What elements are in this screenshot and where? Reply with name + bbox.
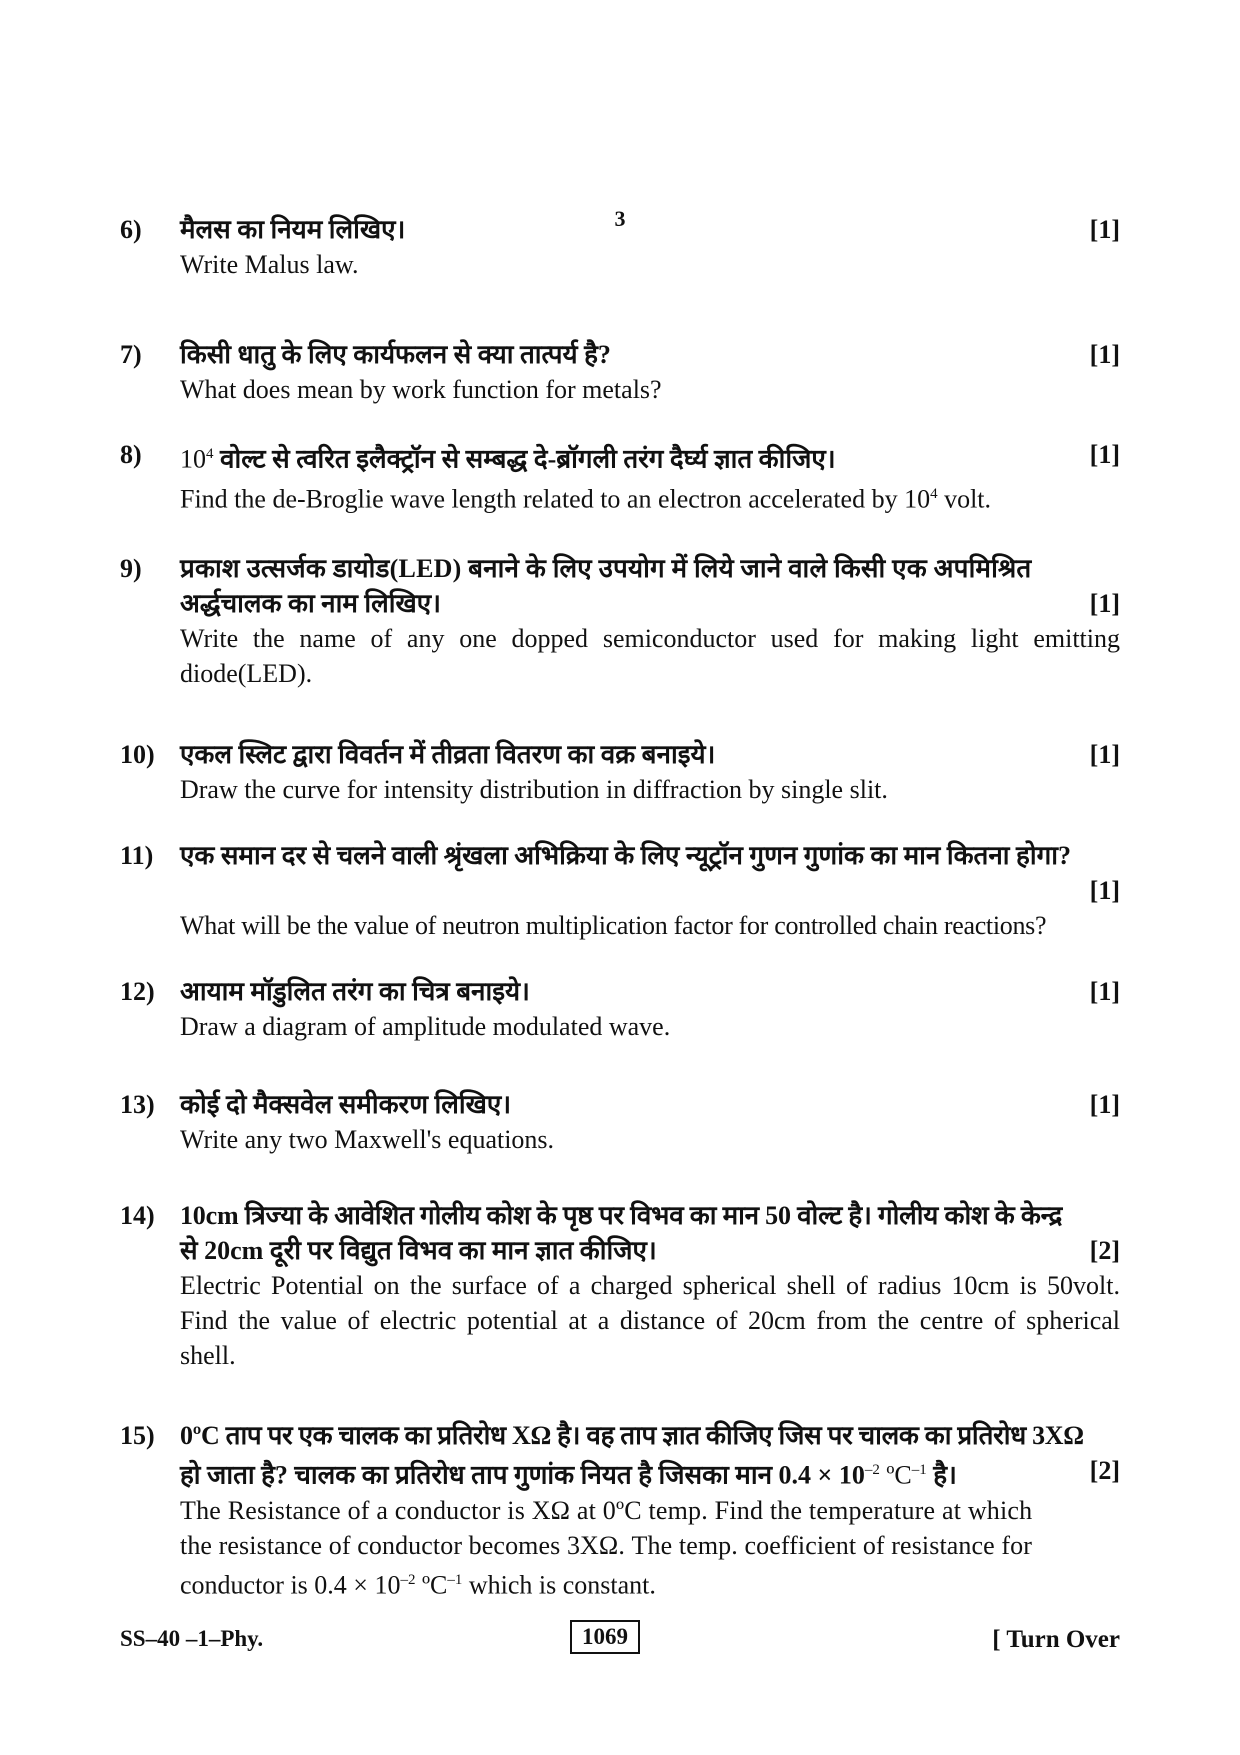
hindi-text: 10 xyxy=(180,444,206,474)
question-english: Write the name of any one dopped semiconductor used for making light emitting diode(LED). xyxy=(180,624,1120,688)
question-11 xyxy=(120,838,1120,943)
paper-code: SS–40 –1–Phy. xyxy=(120,1626,264,1651)
question-english: Write any two Maxwell's equations. xyxy=(180,1125,555,1154)
question-marks: [1] xyxy=(1089,876,1120,905)
question-6 xyxy=(120,212,1120,282)
question-marks: [1] xyxy=(1089,215,1120,244)
english-text: Find the de-Broglie wave length related to an electron accelerated by 10 xyxy=(180,484,931,514)
superscript: –1 xyxy=(911,1462,927,1478)
question-marks: [1] xyxy=(1089,977,1120,1006)
question-hindi: मैलस का नियम लिखिए। xyxy=(180,215,406,244)
question-marks: [1] xyxy=(1089,740,1120,769)
turn-over-label: [ Turn Over xyxy=(992,1626,1120,1653)
question-9 xyxy=(120,551,1120,691)
question-number: 6) xyxy=(120,215,142,244)
question-hindi: आयाम मॉडुलित तरंग का चित्र बनाइये। xyxy=(180,977,530,1006)
question-english: Draw a diagram of amplitude modulated wave. xyxy=(180,1012,671,1041)
question-number: 7) xyxy=(120,340,142,369)
question-hindi: कोई दो मैक्सवेल समीकरण लिखिए। xyxy=(180,1090,512,1119)
question-english-line2: the resistance of conductor becomes 3XΩ. The temp. coefficient of resistance for xyxy=(180,1530,1033,1560)
hindi-text: हो जाता है? चालक का प्रतिरोध ताप गुणांक नियत है जिसका मान 0.4 × 10 xyxy=(180,1460,865,1490)
question-hindi-line2: से 20cm दूरी पर विद्युत विभव का मान ज्ञात कीजिए। xyxy=(180,1236,657,1265)
hindi-text: वोल्ट से त्वरित इलैक्ट्रॉन से सम्बद्ध दे-ब्रॉगली तरंग दैर्घ्य ज्ञात कीजिए। xyxy=(213,444,836,474)
question-marks: [1] xyxy=(1089,340,1120,369)
question-english-line3 xyxy=(180,1563,1120,1603)
question-english: What will be the value of neutron multiplication factor for controlled chain reactions? xyxy=(180,911,1047,940)
superscript: 4 xyxy=(206,446,214,462)
page-id-box: 1069 xyxy=(570,1620,640,1654)
question-hindi-line1: 10cm त्रिज्या के आवेशित गोलीय कोश के पृष्ठ पर विभव का मान 50 वोल्ट है। गोलीय कोश के केन्द्र xyxy=(180,1201,1063,1230)
superscript: 4 xyxy=(930,485,938,502)
question-8 xyxy=(120,437,1120,516)
question-hindi-line1: प्रकाश उत्सर्जक डायोड(LED) बनाने के लिए उपयोग में लिये जाने वाले किसी एक अपमिश्रित xyxy=(180,554,1032,583)
question-marks: [1] xyxy=(1089,1090,1120,1119)
question-english: What does mean by work function for metals? xyxy=(180,375,662,404)
question-number: 15) xyxy=(120,1421,155,1450)
question-english: Draw the curve for intensity distribution in diffraction by single slit. xyxy=(180,775,888,804)
question-marks: [1] xyxy=(1089,589,1120,618)
superscript: –1 xyxy=(447,1571,463,1588)
question-english: Write Malus law. xyxy=(180,250,359,279)
question-hindi: एक समान दर से चलने वाली श्रृंखला अभिक्रिया के लिए न्यूट्रॉन गुणन गुणांक का मान कितना होगा? xyxy=(180,841,1071,870)
question-number: 13) xyxy=(120,1090,155,1119)
question-marks: [2] xyxy=(1089,1456,1120,1485)
question-15 xyxy=(120,1418,1120,1602)
question-english xyxy=(180,477,1120,517)
hindi-text: है। xyxy=(926,1460,957,1490)
question-english: Electric Potential on the surface of a charged spherical shell of radius 10cm is 50volt. Find the value of electric potential at a distance of 20cm from the centre of spherical shell. xyxy=(180,1271,1120,1370)
question-number: 8) xyxy=(120,440,142,469)
english-text: volt. xyxy=(937,484,992,514)
question-number: 10) xyxy=(120,740,155,769)
question-hindi-line2 xyxy=(180,1453,1120,1493)
question-hindi-line2: अर्द्धचालक का नाम लिखिए। xyxy=(180,589,441,618)
question-7 xyxy=(120,337,1120,407)
question-english-line1: The Resistance of a conductor is XΩ at 0ºC temp. Find the temperature at which xyxy=(180,1495,1033,1525)
question-number: 9) xyxy=(120,554,142,583)
unit-text: ºC xyxy=(879,1460,912,1490)
english-text: conductor is 0.4 × 10 xyxy=(180,1570,401,1600)
question-marks: [2] xyxy=(1089,1236,1120,1265)
question-10 xyxy=(120,737,1120,807)
question-hindi: किसी धातु के लिए कार्यफलन से क्या तात्पर्य है? xyxy=(180,340,611,369)
superscript: –2 xyxy=(400,1571,416,1588)
question-number: 12) xyxy=(120,977,155,1006)
question-number: 14) xyxy=(120,1201,155,1230)
page-footer xyxy=(120,1620,1120,1660)
question-14 xyxy=(120,1198,1120,1373)
question-number: 11) xyxy=(120,841,154,870)
question-hindi: एकल स्लिट द्वारा विवर्तन में तीव्रता वितरण का वक्र बनाइये। xyxy=(180,740,716,769)
question-hindi xyxy=(180,437,1120,477)
superscript: –2 xyxy=(864,1462,880,1478)
english-text: which is constant. xyxy=(462,1570,656,1600)
question-marks: [1] xyxy=(1089,440,1120,469)
question-12 xyxy=(120,974,1120,1044)
question-hindi-line1: 0ºC ताप पर एक चालक का प्रतिरोध XΩ है। वह ताप ज्ञात कीजिए जिस पर चालक का प्रतिरोध 3XΩ xyxy=(180,1421,1084,1450)
unit-text: ºC xyxy=(415,1570,448,1600)
page-number: 3 xyxy=(614,206,626,231)
question-13 xyxy=(120,1087,1120,1157)
